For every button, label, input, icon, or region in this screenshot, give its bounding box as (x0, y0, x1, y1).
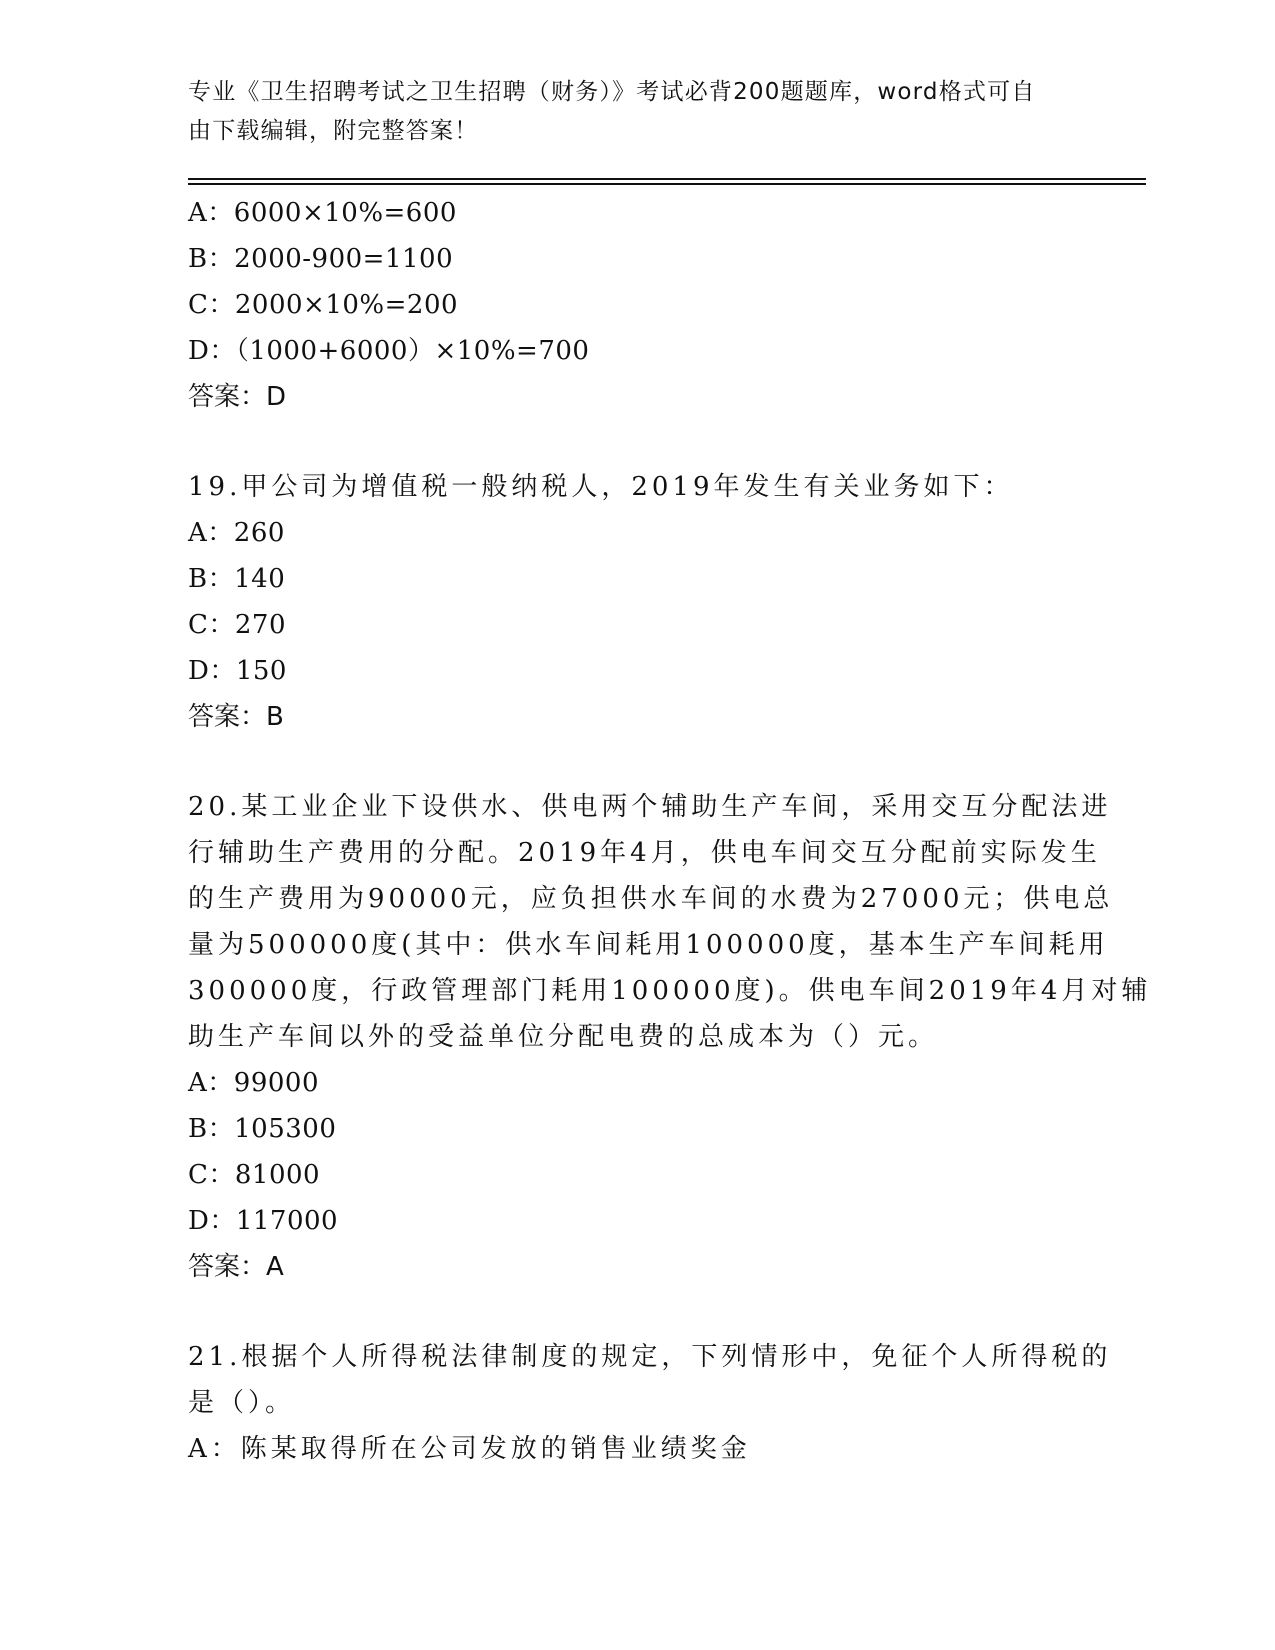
question-text-line: 21.根据个人所得税法律制度的规定，下列情形中，免征个人所得税的 (188, 1342, 1112, 1372)
option-d: D：117000 (188, 1206, 339, 1236)
question-19-block (188, 464, 1088, 740)
option-d: D：（1000+6000）×10%=700 (188, 336, 590, 366)
option-a: A：陈某取得所在公司发放的销售业绩奖金 (188, 1434, 751, 1464)
question-text: 19.甲公司为增值税一般纳税人，2019年发生有关业务如下： (188, 472, 1014, 502)
header-rule-top (188, 178, 1146, 180)
question-21-block (188, 1334, 1112, 1472)
question-content (188, 190, 1152, 1472)
option-d: D：150 (188, 656, 287, 686)
option-b: B：140 (188, 564, 286, 594)
option-b: B：2000-900=1100 (188, 244, 454, 274)
header-line-1: 专业《卫生招聘考试之卫生招聘（财务）》考试必背200题题库，word格式可自 (188, 79, 1036, 105)
question-text-line: 助生产车间以外的受益单位分配电费的总成本为（）元。 (188, 1022, 939, 1052)
question-text-line: 量为500000度(其中：供水车间耗用100000度，基本生产车间耗用 (188, 930, 1109, 960)
question-text-line: 的生产费用为90000元，应负担供水车间的水费为27000元；供电总 (188, 884, 1114, 914)
header-line-2: 由下载编辑，附完整答案！ (188, 118, 479, 144)
option-b: B：105300 (188, 1114, 337, 1144)
answer-line: 答案：B (188, 702, 284, 732)
answer-line: 答案：D (188, 382, 287, 412)
option-a: A：6000×10%=600 (188, 198, 457, 228)
option-c: C：270 (188, 610, 287, 640)
spacer (188, 1290, 1088, 1334)
option-a: A：260 (188, 518, 285, 548)
question-20-block (188, 784, 1152, 1290)
question-text-line: 是（）。 (188, 1388, 296, 1418)
spacer (188, 740, 1088, 784)
answer-line: 答案：A (188, 1252, 284, 1282)
document-header (188, 73, 1068, 151)
question-18-block (188, 190, 1088, 420)
question-text-line: 行辅助生产费用的分配。2019年4月，供电车间交互分配前实际发生 (188, 838, 1101, 868)
option-c: C：81000 (188, 1160, 321, 1190)
header-rule-bottom (188, 183, 1146, 185)
spacer (188, 420, 1088, 464)
question-text-line: 20.某工业企业下设供水、供电两个辅助生产车间，采用交互分配法进 (188, 792, 1112, 822)
option-c: C：2000×10%=200 (188, 290, 459, 320)
option-a: A：99000 (188, 1068, 319, 1098)
question-text-line: 300000度，行政管理部门耗用100000度)。供电车间2019年4月对辅 (188, 976, 1152, 1006)
